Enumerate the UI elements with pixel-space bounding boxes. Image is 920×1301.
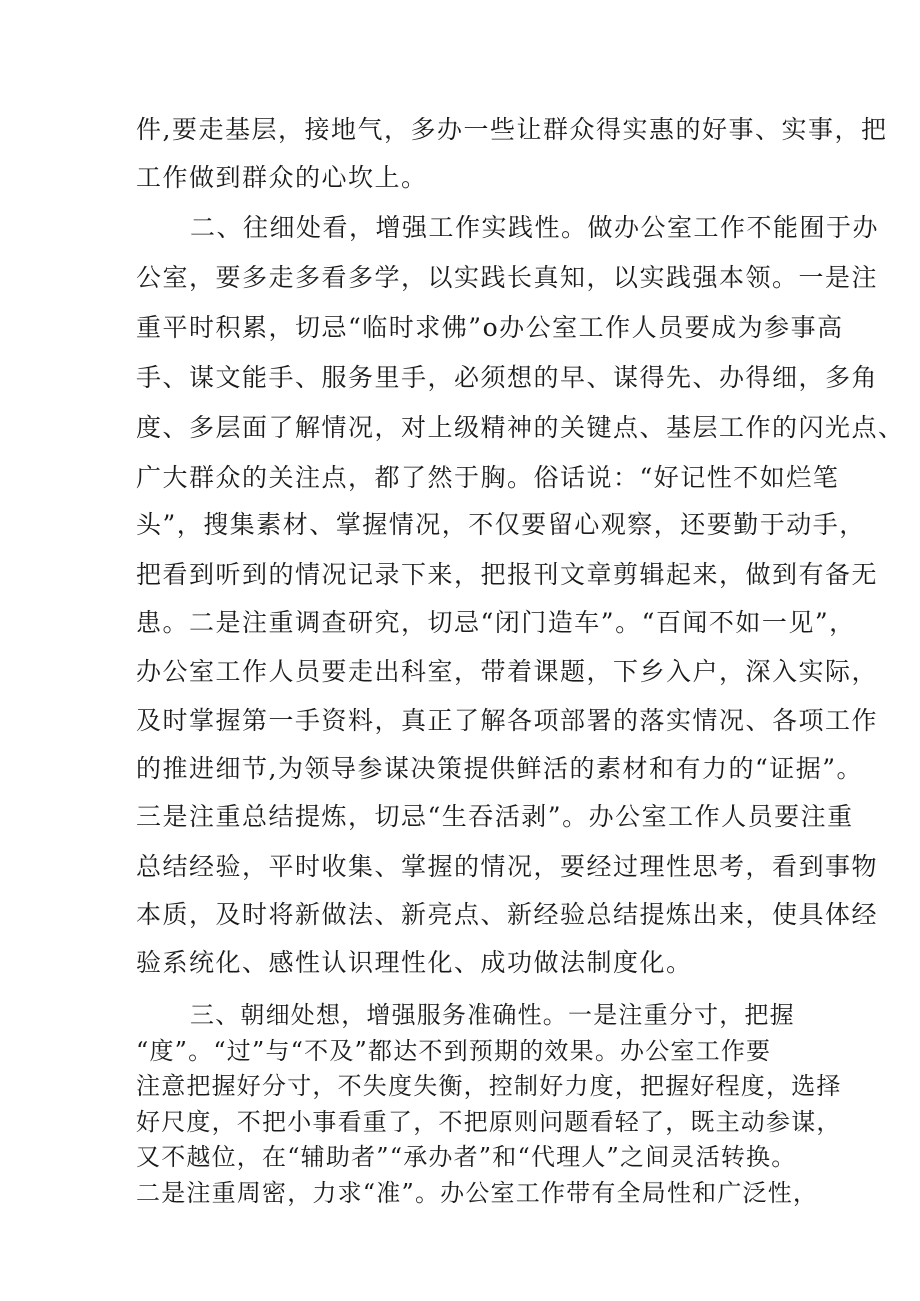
text-line: 工作做到群众的心坎上。 [136,163,428,192]
text-line: 三、朝细处想，增强服务准确性。一是注重分寸，把握 [190,1001,795,1029]
text-line: 患。二是注重调查研究，切忌“闭门造车”。“百闻不如一见”， [136,608,856,637]
text-line: “度”。“过”与“不及”都达不到预期的效果。办公室工作要 [136,1037,772,1065]
text-line: 总结经验，平时收集、掌握的情况，要经过理性思考，看到事物 [136,852,879,881]
text-line: 度、多层面了解情况，对上级精神的关键点、基层工作的闪光点、 [136,413,905,442]
text-line: 手、谋文能手、服务里手，必须想的早、谋得先、办得细，多角 [136,363,879,392]
text-line: 办公室工作人员要走出科室，带着课题，下乡入户，深入实际， [136,657,879,686]
text-line: 及时掌握第一手资料，真正了解各项部署的落实情况、各项工作 [136,706,879,735]
text-line: 二是注重周密，力求“准”。办公室工作带有全局性和广泛性， [136,1179,819,1207]
text-line: 又不越位，在“辅助者”“承办者”和“代理人”之间灵活转换。 [136,1143,797,1171]
text-line: 头”，搜集素材、掌握情况，不仅要留心观察，还要勤于动手， [136,510,866,539]
text-line: 好尺度，不把小事看重了，不把原则问题看轻了，既主动参谋， [136,1108,842,1136]
text-line: 三是注重总结提炼，切忌“生吞活剥”。办公室工作人员要注重 [136,802,854,831]
text-line: 的推进细节,为领导参谋决策提供鲜活的素材和有力的“证据”。 [136,754,864,783]
text-line: 验系统化、感性认识理性化、成功做法制度化。 [136,948,693,977]
text-line: 注意把握好分寸，不失度失衡，控制好力度，把握好程度，选择 [136,1072,842,1100]
text-line: 二、往细处看，增强工作实践性。做办公室工作不能囿于办 [190,213,880,242]
text-line: 本质，及时将新做法、新亮点、新经验总结提炼出来，使具体经 [136,900,879,929]
text-line: 广大群众的关注点，都了然于胸。俗话说：“好记性不如烂笔 [136,463,840,492]
text-line: 重平时积累，切忌“临时求佛”o办公室工作人员要成为参事高 [136,313,844,342]
text-line: 把看到听到的情况记录下来，把报刊文章剪辑起来，做到有备无 [136,560,879,589]
text-line: 件,要走基层，接地气，多办一些让群众得实惠的好事、实事，把 [136,115,888,144]
text-line: 公室，要多走多看多学，以实践长真知，以实践强本领。一是注 [136,263,879,292]
